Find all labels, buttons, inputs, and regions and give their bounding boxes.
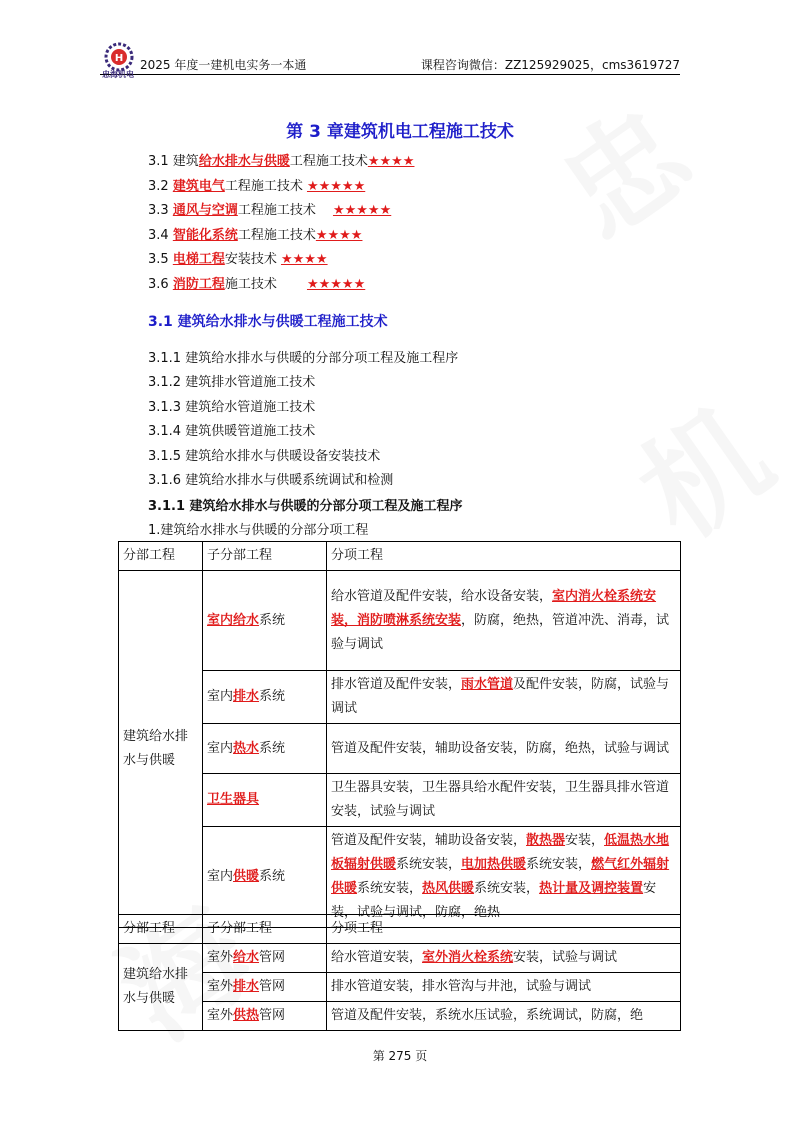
- toc-item: [148, 248, 414, 273]
- items-cell: [327, 944, 681, 973]
- subdivision-cell: [203, 827, 327, 928]
- item-text: 给水管道安装，: [331, 950, 423, 965]
- page-number: 第 275 页: [372, 1049, 428, 1063]
- header-title: 2025 年度一建机电实务一本通: [140, 58, 307, 72]
- paragraph: 1.建筑给水排水与供暖的分部分项工程: [148, 523, 369, 538]
- subdivision-prefix: 室外: [207, 950, 234, 965]
- subdivision-cell: [203, 571, 327, 671]
- toc-item-prefix: 3.6: [148, 276, 173, 292]
- table-row: [119, 671, 681, 724]
- item-text: 管道及配件安装，辅助设备安装，: [331, 833, 527, 848]
- subdivision-suffix: 系统: [259, 689, 286, 704]
- table-row: [119, 774, 681, 827]
- watermark: [522, 61, 719, 271]
- item-text: 系统安装，: [357, 881, 423, 896]
- subdivision-cell: [203, 724, 327, 774]
- table-header-cell: 分部工程: [119, 915, 203, 944]
- subdivision-highlight: 排水: [233, 689, 260, 704]
- toc-item-stars: ★★★★★: [306, 178, 366, 194]
- toc-item-suffix: 工程施工技术: [237, 203, 333, 218]
- toc-item-prefix: 3.4: [148, 227, 173, 243]
- subdivision-highlight: 供暖: [233, 869, 260, 884]
- subdivision-cell: [203, 774, 327, 827]
- item-text: 系统安装，: [526, 857, 592, 872]
- subsection-list: [148, 347, 458, 493]
- table-header-cell: 分项工程: [327, 915, 681, 944]
- item-text: 安装，: [565, 833, 605, 848]
- toc-item-suffix: 工程施工技术: [289, 154, 368, 169]
- item-text: 及配件安装，防腐，试验与调试: [331, 677, 670, 716]
- subsection-item: 3.1.1 建筑给水排水与供暖的分部分项工程及施工程序: [148, 351, 459, 366]
- section-title: 3.1 建筑给水排水与供暖工程施工技术: [148, 314, 388, 330]
- toc-item-suffix: 工程施工技术: [224, 178, 307, 194]
- item-text: 排水管道安装，排水管沟与井池，试验与调试: [331, 979, 592, 994]
- subdivision-suffix: 系统: [259, 740, 286, 756]
- table-header-cell: 子分部工程: [203, 915, 327, 944]
- page-header: [100, 38, 680, 79]
- division-cell: 建筑给水排水与供暖: [119, 571, 203, 928]
- toc-item: [148, 199, 414, 224]
- toc-item-suffix: 施工技术: [224, 276, 307, 292]
- subdivision-suffix: 系统: [259, 612, 286, 628]
- watermark: [602, 361, 799, 571]
- table-row: [119, 973, 681, 1002]
- subdivision-suffix: 管网: [259, 950, 286, 965]
- item-highlight: 室内消火栓系统安装，消防喷淋系统安装: [331, 588, 657, 628]
- subsection-item: 3.1.3 建筑给水管道施工技术: [148, 399, 316, 415]
- table-row: [119, 724, 681, 774]
- subdivision-prefix: 室外: [207, 1008, 234, 1023]
- toc-item-prefix: 3.2: [148, 178, 173, 194]
- subdivision-highlight: 室内给水: [207, 612, 260, 628]
- item-text: 管道及配件安装，系统水压试验，系统调试，防腐，绝: [331, 1008, 644, 1023]
- subsection-heading: 3.1.1 建筑给水排水与供暖的分部分项工程及施工程序: [148, 499, 463, 514]
- subdivision-highlight: 排水: [233, 979, 260, 994]
- logo-text: 忠海机电: [102, 70, 134, 79]
- table-row: [119, 1002, 681, 1031]
- division-cell: 建筑给水排水与供暖: [119, 944, 203, 1031]
- subdivision-suffix: 管网: [259, 979, 286, 994]
- toc-item-stars: ★★★★: [315, 227, 363, 243]
- toc-item-stars: ★★★★: [367, 154, 415, 169]
- toc-list: [148, 150, 414, 297]
- item-text: 安装，试验与调试，防腐，绝热: [331, 881, 657, 920]
- items-cell: [327, 724, 681, 774]
- subsection-item: 3.1.6 建筑给水排水与供暖系统调试和检测: [148, 472, 394, 488]
- table-header-cell: 分部工程: [119, 542, 203, 571]
- toc-item: [148, 150, 414, 175]
- item-highlight: 热计量及调控装置: [539, 881, 644, 896]
- toc-item: [148, 224, 414, 249]
- subsection-item: 3.1.4 建筑供暖管道施工技术: [148, 424, 316, 440]
- item-highlight: 燃气红外辐射供暖: [331, 857, 670, 896]
- items-cell: [327, 973, 681, 1002]
- subdivision-prefix: 室外: [207, 979, 234, 994]
- toc-item-highlight: 消防工程: [172, 276, 225, 292]
- item-text: 给水管道及配件安装，给水设备安装，: [331, 588, 553, 604]
- toc-item-stars: ★★★★: [280, 252, 328, 267]
- toc-item-suffix: 安装技术: [224, 252, 281, 267]
- items-cell: [327, 774, 681, 827]
- item-text: 系统安装，: [474, 881, 540, 896]
- table-header-cell: 分项工程: [327, 542, 681, 571]
- item-text: 安装，试验与调试: [513, 950, 618, 965]
- subdivision-prefix: 室内: [207, 740, 234, 756]
- toc-item-highlight: 智能化系统: [172, 227, 238, 243]
- toc-item-suffix: 工程施工技术: [237, 227, 316, 243]
- table-outdoor-works: [118, 914, 681, 1031]
- item-text: 排水管道及配件安装，: [331, 677, 462, 692]
- item-text: 卫生器具安装，卫生器具给水配件安装，卫生器具排水管道安装，试验与调试: [331, 780, 670, 819]
- toc-item-stars: ★★★★★: [306, 276, 366, 292]
- toc-item-highlight: 建筑电气: [172, 178, 225, 194]
- subsection-item: 3.1.2 建筑排水管道施工技术: [148, 375, 316, 391]
- toc-item-highlight: 通风与空调: [172, 203, 238, 218]
- subdivision-highlight: 卫生器具: [207, 792, 260, 807]
- item-highlight: 室外消火栓系统: [422, 950, 514, 965]
- svg-text:H: H: [114, 53, 124, 64]
- table-header-row: [119, 542, 681, 571]
- item-text: ，防腐，绝热，管道冲洗、消毒，试验与调试: [331, 612, 670, 652]
- subdivision-highlight: 供热: [233, 1008, 260, 1023]
- toc-item-highlight: 给水排水与供暖: [198, 154, 290, 169]
- subdivision-cell: [203, 944, 327, 973]
- item-highlight: 散热器: [526, 833, 566, 848]
- items-cell: [327, 1002, 681, 1031]
- toc-item-prefix: 3.3: [148, 203, 173, 218]
- toc-item-prefix: 3.5: [148, 252, 173, 267]
- table-row: [119, 944, 681, 973]
- subdivision-prefix: 室内: [207, 689, 234, 704]
- table-indoor-works: [118, 541, 681, 928]
- toc-item-stars: ★★★★★: [332, 203, 392, 218]
- item-highlight: 电加热供暖: [461, 857, 527, 872]
- items-cell: [327, 827, 681, 928]
- toc-item: [148, 273, 414, 298]
- table-row: [119, 571, 681, 671]
- table-row: [119, 827, 681, 928]
- subdivision-prefix: 室内: [207, 869, 234, 884]
- item-highlight: 热风供暖: [422, 881, 475, 896]
- item-text: 系统安装，: [396, 857, 462, 872]
- subdivision-cell: [203, 1002, 327, 1031]
- subdivision-cell: [203, 671, 327, 724]
- table-header-cell: 子分部工程: [203, 542, 327, 571]
- subdivision-highlight: 给水: [233, 950, 260, 965]
- item-highlight: 低温热水地板辐射供暖: [331, 833, 670, 872]
- subdivision-highlight: 热水: [233, 740, 260, 756]
- chapter-title: 第 3 章建筑机电工程施工技术: [286, 122, 514, 142]
- item-highlight: 雨水管道: [461, 677, 514, 692]
- toc-item-highlight: 电梯工程: [172, 252, 225, 267]
- subdivision-suffix: 管网: [259, 1008, 286, 1023]
- toc-item: [148, 175, 414, 200]
- toc-item-prefix: 3.1 建筑: [148, 154, 199, 169]
- items-cell: [327, 671, 681, 724]
- item-text: 管道及配件安装，辅助设备安装，防腐，绝热，试验与调试: [331, 740, 670, 756]
- table-header-row: [119, 915, 681, 944]
- items-cell: [327, 571, 681, 671]
- header-contact: 课程咨询微信：ZZ125929025，cms3619727: [420, 58, 680, 72]
- subdivision-cell: [203, 973, 327, 1002]
- subsection-item: 3.1.5 建筑给水排水与供暖设备安装技术: [148, 448, 381, 464]
- subdivision-suffix: 系统: [259, 869, 286, 884]
